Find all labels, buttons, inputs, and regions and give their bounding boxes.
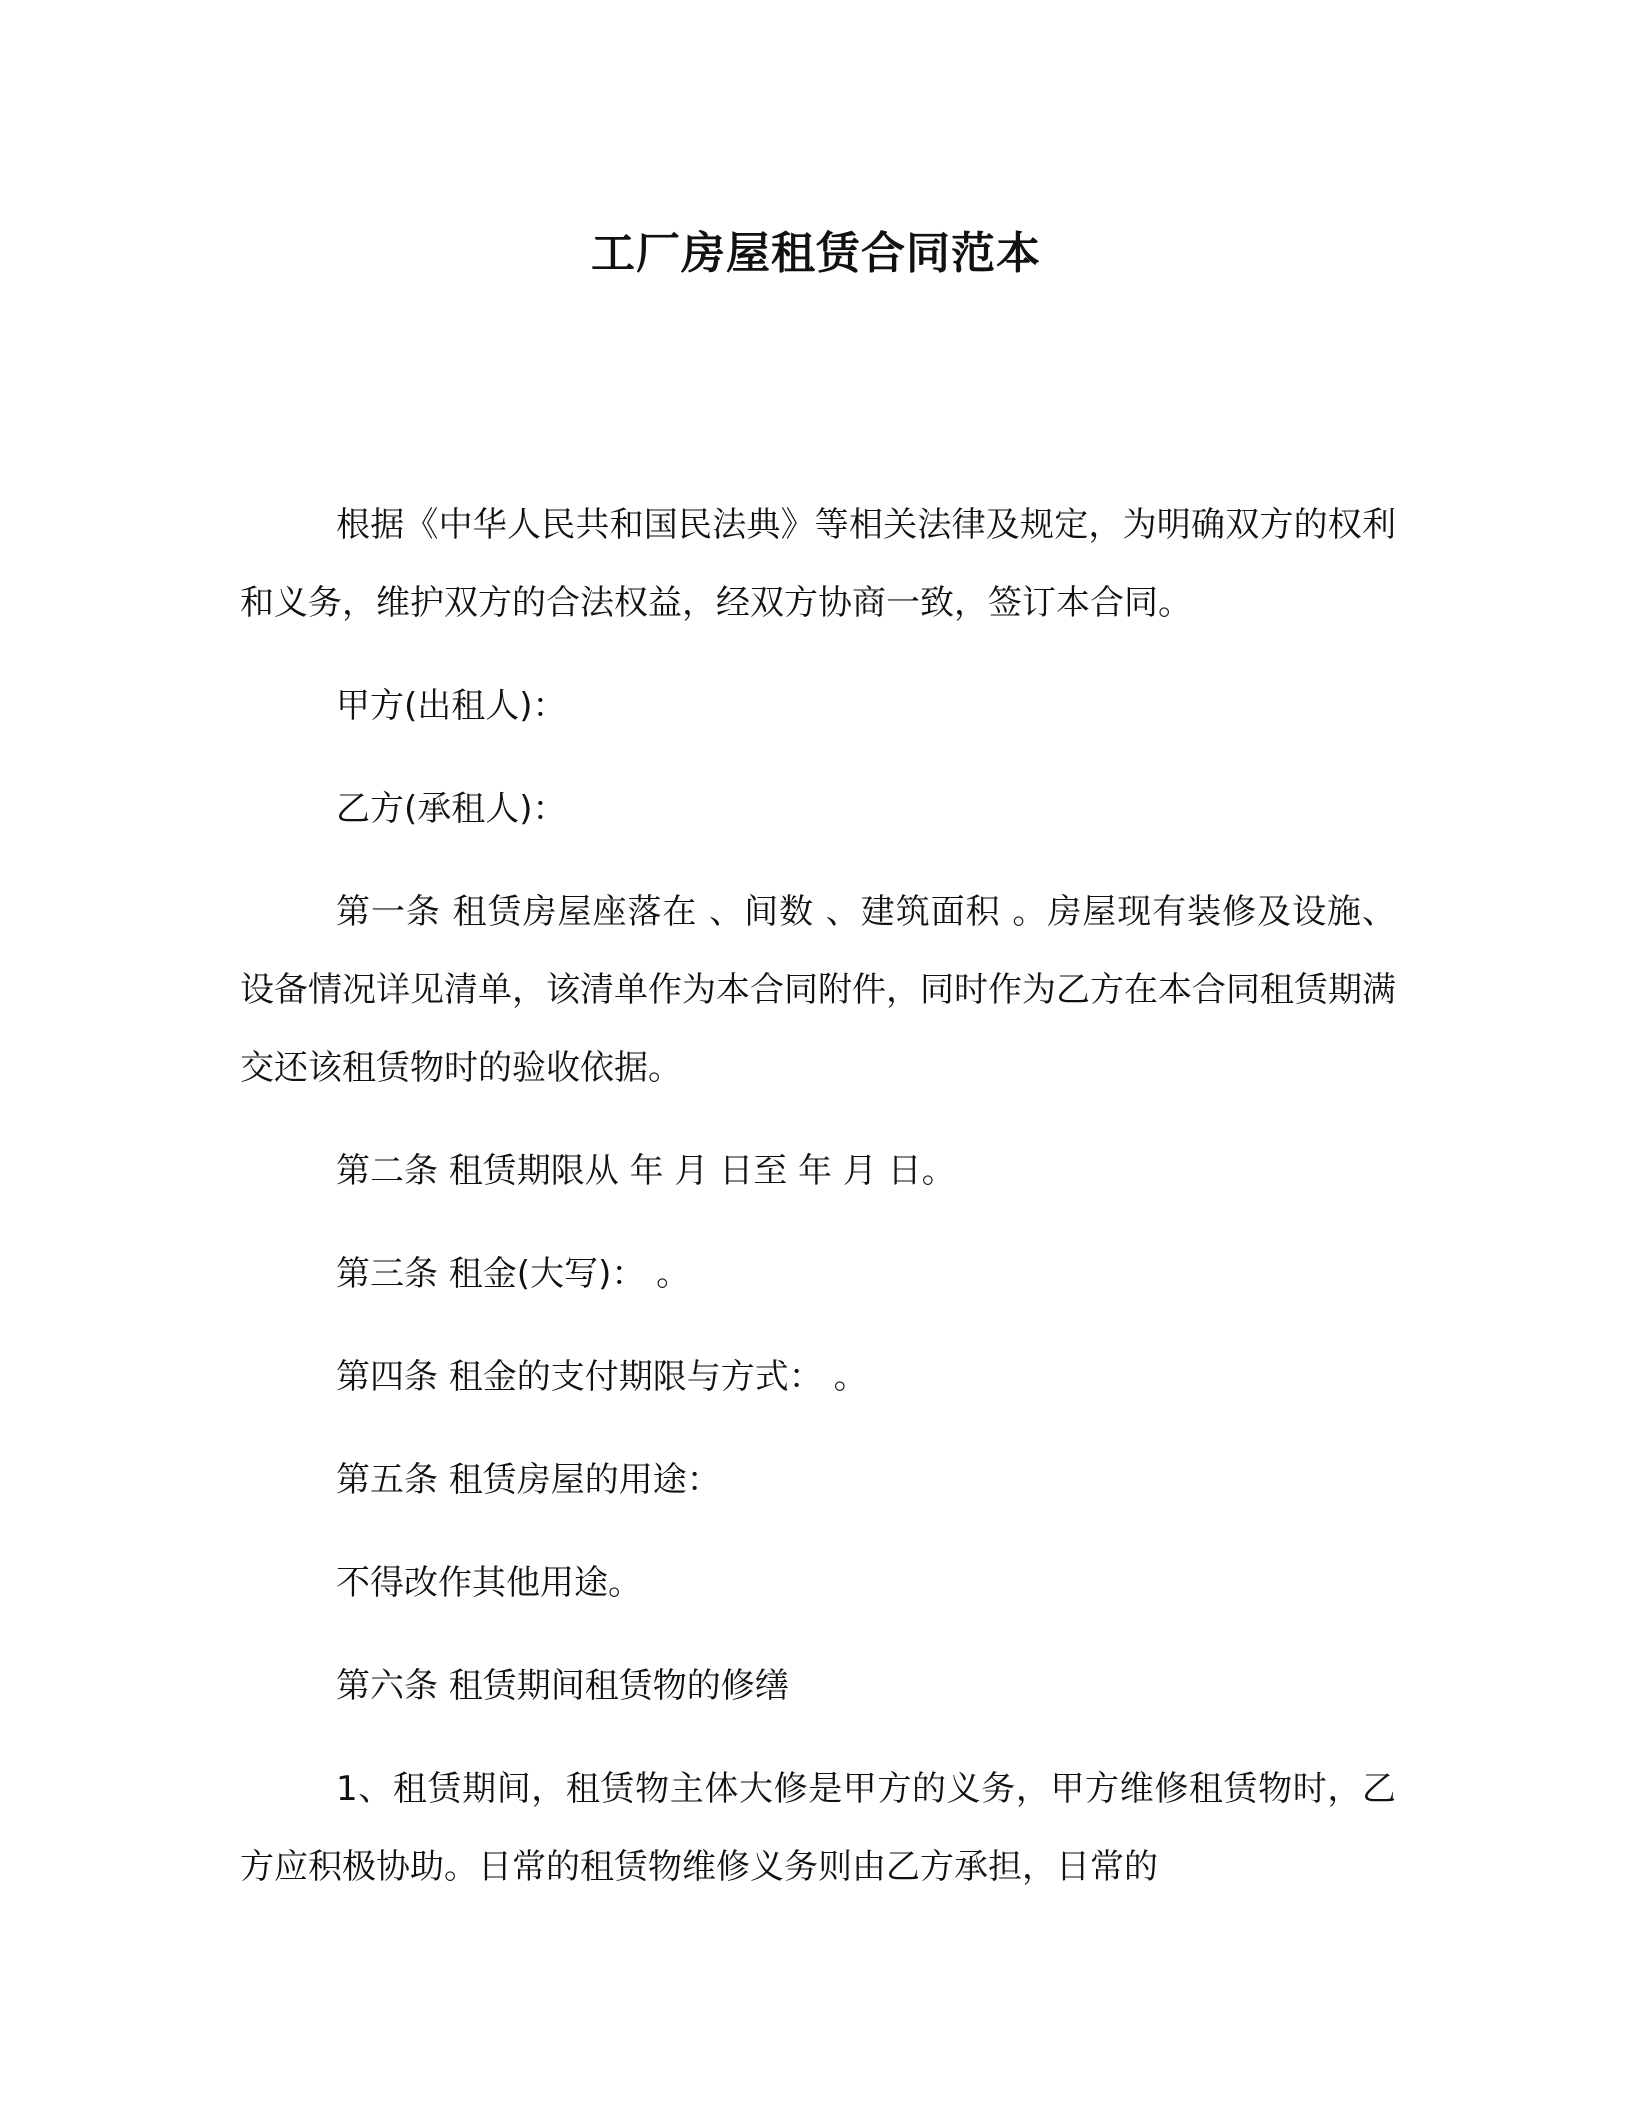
document-title: 工厂房屋租赁合同范本 <box>591 228 1041 279</box>
paragraph-article-1: 第一条 租赁房屋座落在 、间数 、建筑面积 。房屋现有装修及设施、设备情况详见清单，该清单作为本合同附件，同时作为乙方在本合同租赁期满交还该租赁物时的验收依据。 <box>240 892 1396 1088</box>
paragraph-article-6: 第六条 租赁期间租赁物的修缮 <box>336 1666 789 1706</box>
document-body <box>240 486 1396 1931</box>
paragraph-article-5: 第五条 租赁房屋的用途： <box>336 1460 721 1500</box>
paragraph-article-3: 第三条 租金(大写)： 。 <box>336 1254 691 1294</box>
paragraph-article-5-note: 不得改作其他用途。 <box>336 1563 642 1603</box>
paragraph-preamble: 根据《中华人民共和国民法典》等相关法律及规定，为明确双方的权利和义务，维护双方的合法权益，经双方协商一致，签订本合同。 <box>240 505 1396 623</box>
paragraph-party-b: 乙方(承租人)： <box>336 789 567 829</box>
paragraph-party-a: 甲方(出租人)： <box>336 686 567 726</box>
paragraph-article-6-item-1: 1、租赁期间，租赁物主体大修是甲方的义务，甲方维修租赁物时，乙方应积极协助。日常的租赁物维修义务则由乙方承担，日常的 <box>240 1769 1396 1887</box>
paragraph-article-4: 第四条 租金的支付期限与方式： 。 <box>336 1357 868 1397</box>
paragraph-article-2: 第二条 租赁期限从 年 月 日至 年 月 日。 <box>336 1151 956 1191</box>
